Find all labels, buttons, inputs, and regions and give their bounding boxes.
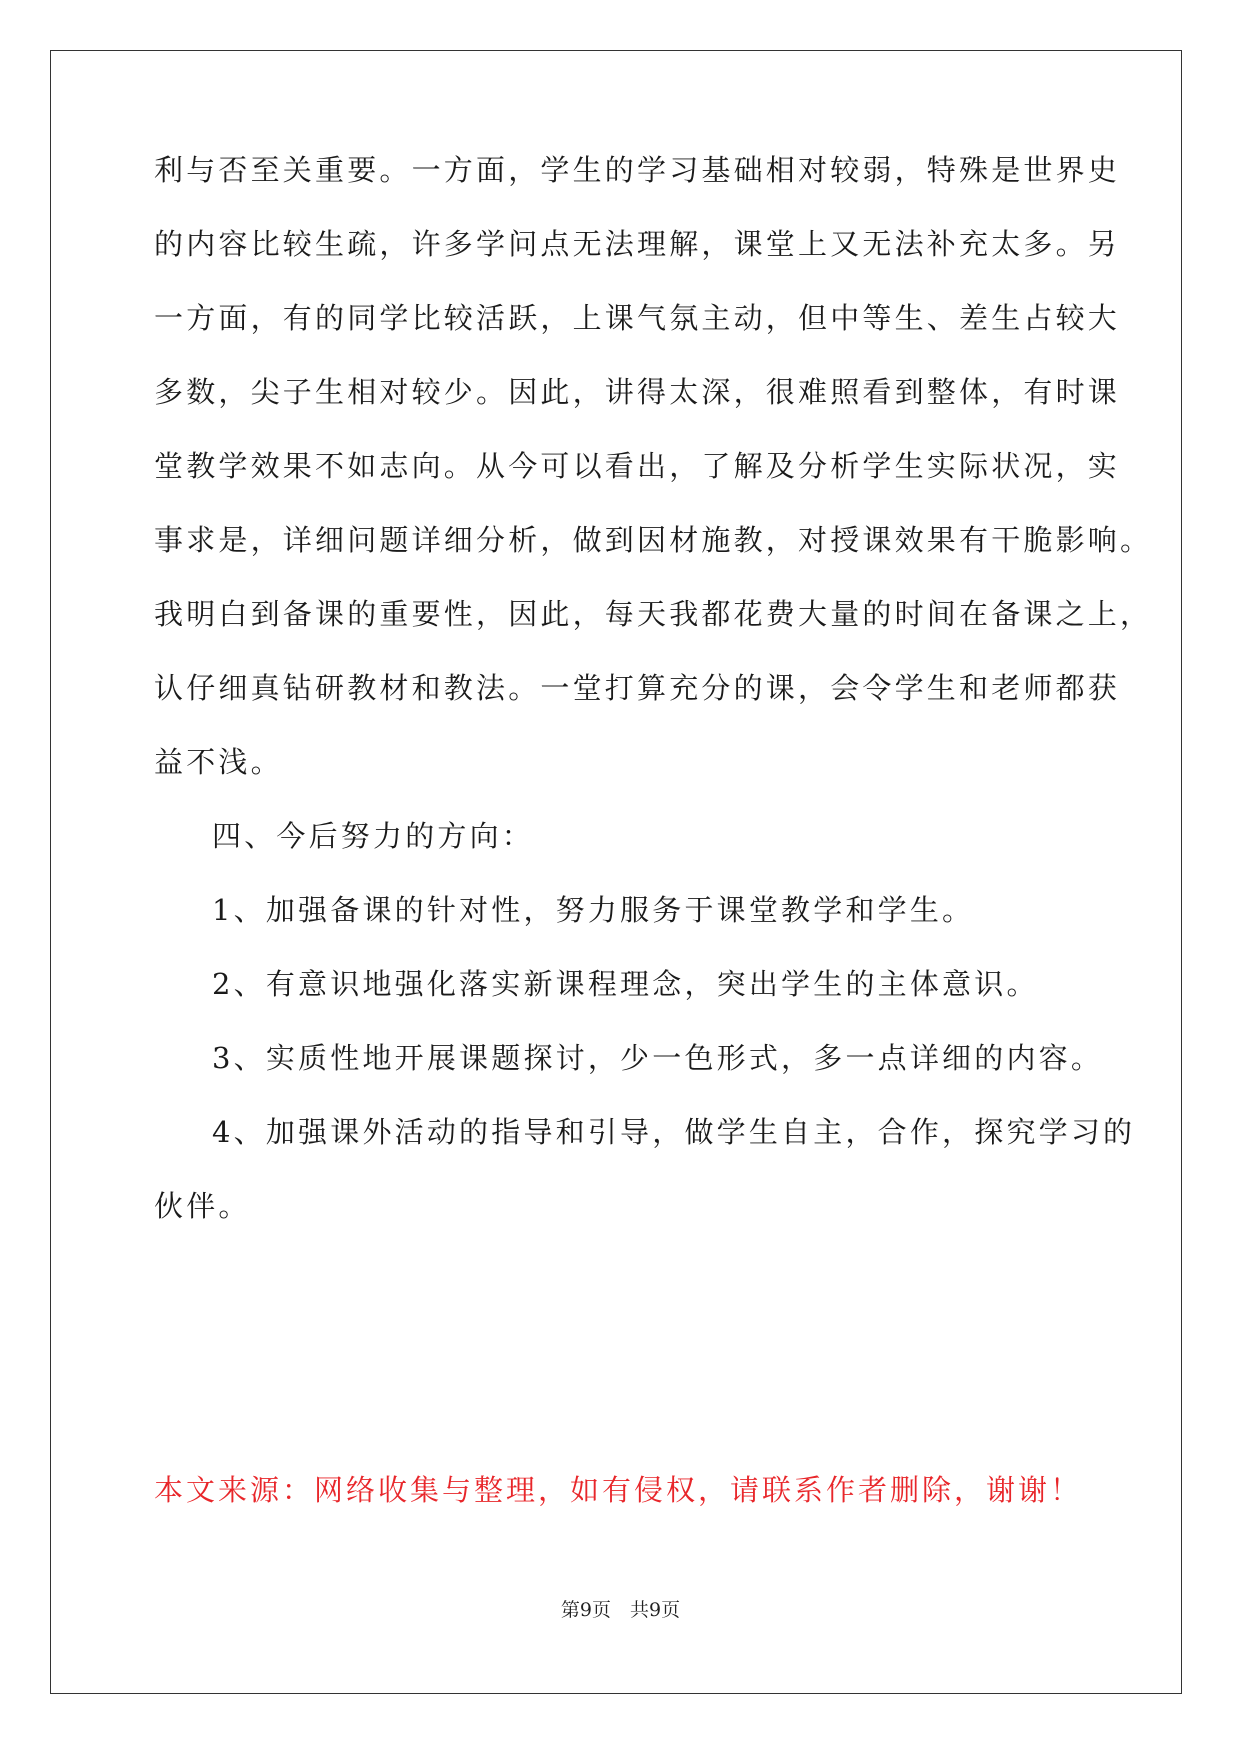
- section-heading: 四、今后努力的方向：: [212, 819, 535, 853]
- body-line: 益不浅。: [154, 745, 283, 779]
- body-line: 认仔细真钻研教材和教法。一堂打算充分的课，会令学生和老师都获: [154, 671, 1121, 705]
- page-border: [50, 50, 1182, 1694]
- list-item: 4、加强课外活动的指导和引导，做学生自主，合作，探究学习的: [212, 1115, 1136, 1149]
- body-line: 利与否至关重要。一方面，学生的学习基础相对较弱，特殊是世界史: [154, 153, 1121, 187]
- body-line: 多数，尖子生相对较少。因此，讲得太深，很难照看到整体，有时课: [154, 375, 1121, 409]
- source-note: 本文来源：网络收集与整理，如有侵权，请联系作者删除，谢谢！: [154, 1473, 1083, 1507]
- body-line: 堂教学效果不如志向。从今可以看出，了解及分析学生实际状况，实: [154, 449, 1121, 483]
- list-item-continuation: 伙伴。: [154, 1189, 251, 1223]
- body-line: 的内容比较生疏，许多学问点无法理解，课堂上又无法补充太多。另: [154, 227, 1121, 261]
- body-line: 我明白到备课的重要性，因此，每天我都花费大量的时间在备课之上，: [154, 597, 1153, 631]
- list-item: 1、加强备课的针对性，努力服务于课堂教学和学生。: [212, 893, 975, 927]
- body-line: 一方面，有的同学比较活跃，上课气氛主动，但中等生、差生占较大: [154, 301, 1121, 335]
- list-item: 3、实质性地开展课题探讨，少一色形式，多一点详细的内容。: [212, 1041, 1104, 1075]
- body-line: 事求是，详细问题详细分析，做到因材施教，对授课效果有干脆影响。: [154, 523, 1153, 557]
- page-number: 第9页 共9页: [560, 1599, 681, 1621]
- list-item: 2、有意识地强化落实新课程理念，突出学生的主体意识。: [212, 967, 1039, 1001]
